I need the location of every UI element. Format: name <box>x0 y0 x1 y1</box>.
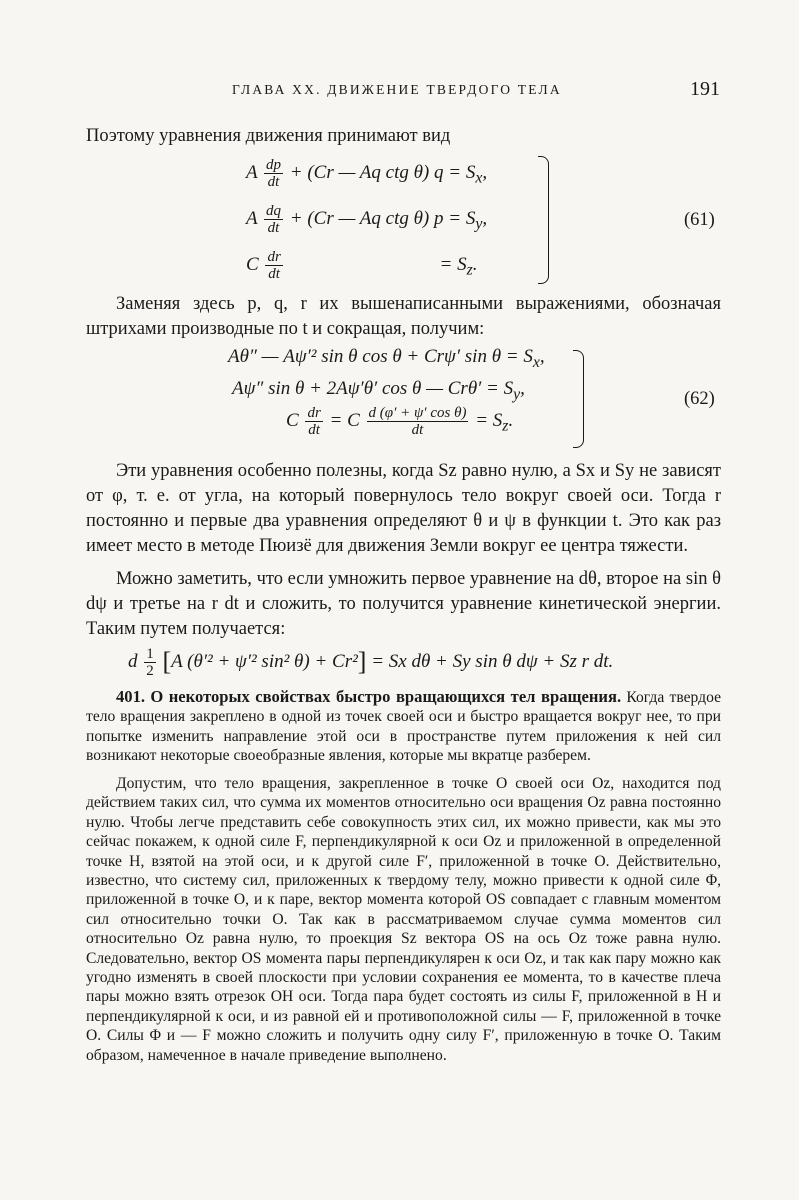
section-text-2: Допустим, что тело вращения, закрепленное в точке O своей оси Oz, находится под действием таких сил, что сумма их моментов относительно оси вращения Oz равна постоянно нулю. Чтобы легче представить себе совокупность этих сил, их можно привести, как мы это сейчас покажем, к одной силе F, перпендикулярной к оси Oz и приложенной в определенной точке H, взятой на этой оси, и к другой силе F′, приложенной в точке O. Действительно, известно, что систему сил, приложенных к твердому телу, можно привести к одной силе Φ, приложенной в точке O, и к паре, вектор момента которой OS совпадает с главным моментом сил относительно точки O. Так как в рассматриваемом случае сумма моментов сил относительно Oz равна нулю, то проекция Sz вектора OS на ось Oz тоже равна нулю. Следовательно, вектор OS момента пары перпендикулярен к оси Oz, и так как пару можно как угодно изменять в своей плоскости при условии сохранения ее момента, то в качестве плеча пары можно взять отрезок OH оси. Тогда пара будет состоять из силы F, приложенной в H и перпендикулярной к оси, и из равной ей и противоположной силы — F, приложенной в точке O. Силы Φ и — F можно сложить и получить одну силу F′, приложенную в точке O. Таким образом, намеченное в начале приведение выполнено. <box>86 775 721 1064</box>
running-title: ГЛАВА XX. ДВИЖЕНИЕ ТВЕРДОГО ТЕЛА <box>232 82 562 97</box>
page-number: 191 <box>690 78 720 100</box>
paragraph-4: Можно заметить, что если умножить первое уравнение на dθ, второе на sin θ dψ и третье на r dt и сложить, то получится уравнение кинетической энергии. Таким путем получается: <box>86 569 721 639</box>
eq61-number: (61) <box>684 210 715 230</box>
section-text-1: Когда твердое тело вращения закреплено в одной из точек своей оси и быстро вращается вокруг нее, то при попытке изменить направление этой оси в пространстве путем приложения к ней сил возникают некоторые своеобразные явления, которые мы вкратце разберем. <box>86 689 721 765</box>
eq62-number: (62) <box>684 389 715 409</box>
page-header <box>0 78 799 106</box>
intro-line: Поэтому уравнения движения принимают вид <box>86 126 451 146</box>
eq62-brace <box>573 350 584 448</box>
section-number: 401. <box>116 687 146 706</box>
section-title: О некоторых свойствах быстро вращающихся тел вращения. <box>150 687 622 706</box>
section-401 <box>86 687 721 766</box>
eq61-brace <box>538 156 549 284</box>
eq62-row2: Aψ″ sin θ + 2Aψ′θ′ cos θ — $Cr\theta' = S_y$, <box>232 378 525 403</box>
energy-equation: d $\frac{1}{2}$ [A (θ′² + ψ′² sin² θ) + Cr²] = Sx dθ + Sy sin θ dψ + Sz r dt. <box>128 646 614 679</box>
eq62-row3: C $\frac{dr}{dt}$ = C $\frac{\text{d (φ′ + ψ′ cos θ)}}{dt}$ = $S_z$. <box>286 405 514 438</box>
eq62-row1: Aθ″ — Aψ′² sin θ cos θ + Crψ′ $\sin \theta = S_x$, <box>228 346 545 371</box>
eq61-row1: A $\frac{dp}{dt}$ + (Cr — Aq ctg θ) $q = S_x$, <box>246 157 488 190</box>
eq61-row3: C $\frac{dr}{dt}$ = $S_z$. <box>246 249 478 282</box>
paragraph-3: Эти уравнения особенно полезны, когда Sz равно нулю, а Sx и Sy не зависят от φ, т. е. от угла, на который повернулось тело вокруг своей оси. Тогда r постоянно и первые два уравнения определяют θ и ψ в функции t. Это как раз имеет место в методе Пюизё для движения Земли вокруг ее центра тяжести. <box>86 461 721 556</box>
eq61-row2: A $\frac{dq}{dt}$ + (Cr — Aq ctg θ) $p = S_y$, <box>246 203 488 236</box>
paragraph-2: Заменяя здесь p, q, r их вышенаписанными выражениями, обозначая штрихами производные по t и сокращая, получим: <box>86 294 721 339</box>
